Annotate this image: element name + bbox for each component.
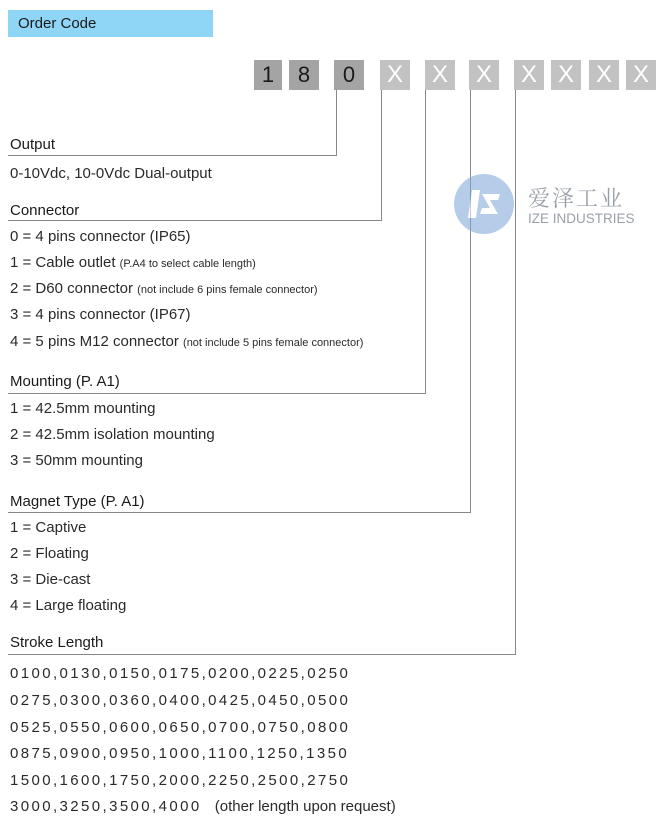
connector-item: 3 = 4 pins connector (IP67): [10, 306, 191, 323]
magnet-item: 1 = Captive: [10, 519, 87, 536]
code-char-2: 8: [289, 60, 319, 90]
connector-line-output-v: [336, 90, 337, 155]
connector-note: (P.A4 to select cable length): [119, 258, 256, 270]
connector-line-mounting-v: [425, 90, 426, 393]
stroke-row: 0875,0900,0950,1000,1100,1250,1350: [10, 745, 350, 762]
connector-line-magnet-v: [470, 90, 471, 512]
connector-line-connector-v: [381, 90, 382, 220]
stroke-row: 1500,1600,1750,2000,2250,2500,2750: [10, 772, 351, 789]
stroke-row: 0275,0300,0360,0400,0425,0450,0500: [10, 692, 351, 709]
ize-logo-icon: [452, 172, 516, 236]
stroke-heading: Stroke Length: [10, 634, 104, 651]
connector-line-output-h: [8, 155, 337, 156]
watermark-en-text: IZE INDUSTRIES: [528, 211, 635, 226]
connector-note: (not include 6 pins female connector): [137, 284, 318, 296]
code-char-9: X: [589, 60, 619, 90]
code-char-5: X: [425, 60, 455, 90]
magnet-item: 3 = Die-cast: [10, 571, 91, 588]
connector-heading: Connector: [10, 202, 80, 219]
code-char-8: X: [551, 60, 581, 90]
mounting-item: 2 = 42.5mm isolation mounting: [10, 426, 215, 443]
stroke-row: 0525,0550,0600,0650,0700,0750,0800: [10, 719, 351, 736]
connector-item: 1 = Cable outlet (P.A4 to select cable length): [10, 254, 256, 271]
connector-item: 4 = 5 pins M12 connector (not include 5 pins female connector): [10, 333, 364, 350]
connector-item: 2 = D60 connector (not include 6 pins female connector): [10, 280, 318, 297]
code-char-10: X: [626, 60, 656, 90]
mounting-item: 3 = 50mm mounting: [10, 452, 143, 469]
order-code-banner: Order Code: [8, 10, 213, 37]
watermark-cn-text: 爱泽工业: [528, 187, 625, 212]
code-char-4: X: [380, 60, 410, 90]
magnet-heading: Magnet Type (P. A1): [10, 493, 145, 510]
code-char-7: X: [514, 60, 544, 90]
mounting-item: 1 = 42.5mm mounting: [10, 400, 156, 417]
code-char-3: 0: [334, 60, 364, 90]
connector-line-mounting-h: [8, 393, 426, 394]
output-heading: Output: [10, 136, 56, 153]
connector-item: 0 = 4 pins connector (IP65): [10, 228, 191, 245]
code-char-6: X: [469, 60, 499, 90]
stroke-row: 0100,0130,0150,0175,0200,0225,0250: [10, 665, 351, 682]
connector-line-connector-h: [8, 220, 382, 221]
stroke-row: 3000,3250,3500,4000 (other length upon request): [10, 798, 396, 815]
connector-note: (not include 5 pins female connector): [183, 337, 364, 349]
magnet-item: 2 = Floating: [10, 545, 89, 562]
output-item: 0-10Vdc, 10-0Vdc Dual-output: [10, 165, 212, 182]
mounting-heading: Mounting (P. A1): [10, 373, 120, 390]
code-char-1: 1: [254, 60, 282, 90]
magnet-item: 4 = Large floating: [10, 597, 127, 614]
connector-line-stroke-h: [8, 654, 516, 655]
stroke-tail-note: (other length upon request): [214, 798, 396, 815]
connector-line-magnet-h: [8, 512, 471, 513]
